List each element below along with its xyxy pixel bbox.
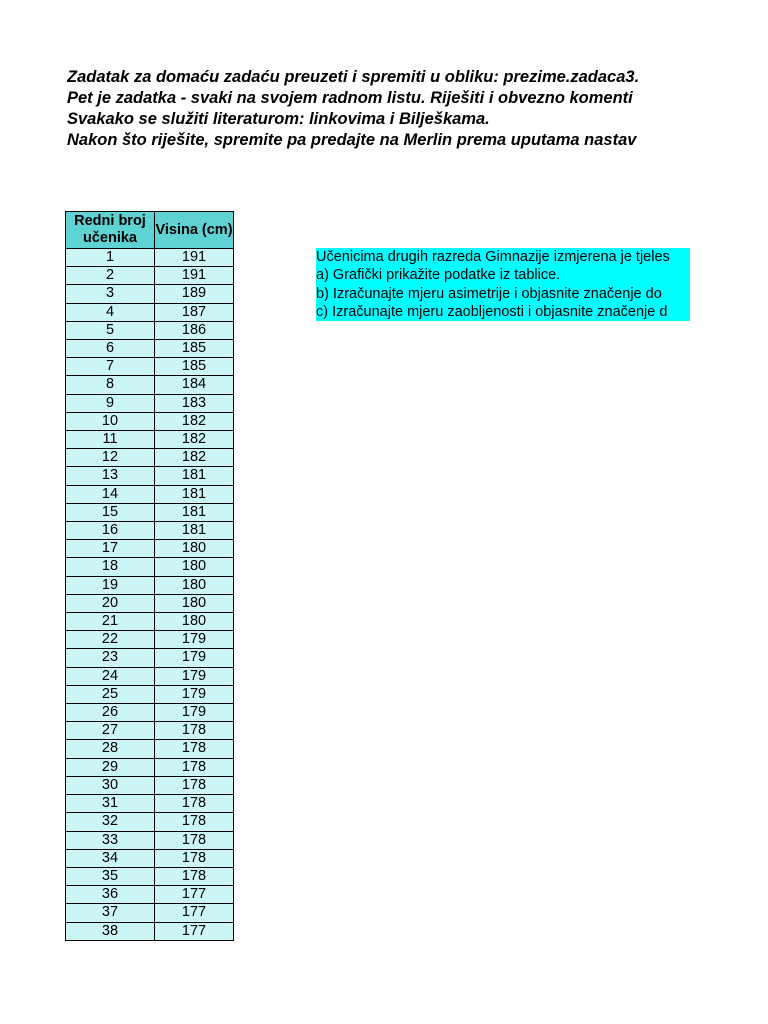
cell-height: 178 xyxy=(155,722,234,740)
cell-student-number: 31 xyxy=(66,795,155,813)
cell-height: 180 xyxy=(155,576,234,594)
cell-height: 191 xyxy=(155,249,234,267)
cell-height: 181 xyxy=(155,503,234,521)
task-line xyxy=(316,303,690,321)
cell-student-number: 29 xyxy=(66,758,155,776)
cell-student-number: 14 xyxy=(66,485,155,503)
table-row xyxy=(66,631,234,649)
cell-student-number: 10 xyxy=(66,412,155,430)
cell-height: 181 xyxy=(155,485,234,503)
table-row xyxy=(66,613,234,631)
table-row xyxy=(66,485,234,503)
table-row xyxy=(66,540,234,558)
cell-height: 191 xyxy=(155,267,234,285)
instruction-line: Zadatak za domaću zadaću preuzeti i spremiti u obliku: prezime.zadaca3. xyxy=(67,68,640,86)
cell-height: 189 xyxy=(155,285,234,303)
table-row xyxy=(66,522,234,540)
cell-student-number: 36 xyxy=(66,886,155,904)
cell-student-number: 13 xyxy=(66,467,155,485)
cell-height: 181 xyxy=(155,522,234,540)
cell-height: 178 xyxy=(155,795,234,813)
cell-student-number: 20 xyxy=(66,594,155,612)
table-row xyxy=(66,467,234,485)
cell-height: 177 xyxy=(155,922,234,940)
table-row xyxy=(66,558,234,576)
cell-height: 182 xyxy=(155,449,234,467)
cell-height: 178 xyxy=(155,813,234,831)
table-row xyxy=(66,267,234,285)
table-row xyxy=(66,321,234,339)
cell-height: 179 xyxy=(155,685,234,703)
table-row xyxy=(66,376,234,394)
instruction-line: Nakon što riješite, spremite pa predajte na Merlin prema uputama nastav xyxy=(67,131,637,149)
cell-student-number: 35 xyxy=(66,867,155,885)
cell-height: 178 xyxy=(155,758,234,776)
cell-student-number: 22 xyxy=(66,631,155,649)
cell-height: 179 xyxy=(155,667,234,685)
table-row xyxy=(66,340,234,358)
table-row xyxy=(66,886,234,904)
table-body xyxy=(66,249,234,941)
cell-student-number: 2 xyxy=(66,267,155,285)
table-row xyxy=(66,249,234,267)
cell-student-number: 32 xyxy=(66,813,155,831)
cell-height: 181 xyxy=(155,467,234,485)
cell-student-number: 34 xyxy=(66,849,155,867)
cell-height: 187 xyxy=(155,303,234,321)
table-header-row xyxy=(66,212,234,249)
task-box xyxy=(316,248,690,321)
instruction-line: Svakako se služiti literaturom: linkovima i Bilješkama. xyxy=(67,110,490,128)
task-text: a) Grafički prikažite podatke iz tablice. xyxy=(316,267,561,284)
table-row xyxy=(66,813,234,831)
cell-height: 180 xyxy=(155,540,234,558)
cell-height: 178 xyxy=(155,867,234,885)
cell-height: 178 xyxy=(155,831,234,849)
cell-student-number: 17 xyxy=(66,540,155,558)
task-line xyxy=(316,248,690,266)
cell-height: 177 xyxy=(155,886,234,904)
table-row xyxy=(66,303,234,321)
table-row xyxy=(66,431,234,449)
table-row xyxy=(66,776,234,794)
cell-height: 178 xyxy=(155,849,234,867)
task-line xyxy=(316,285,690,303)
cell-student-number: 18 xyxy=(66,558,155,576)
cell-height: 180 xyxy=(155,613,234,631)
table-row xyxy=(66,704,234,722)
table-row xyxy=(66,412,234,430)
column-header-student-number: Redni broj učenika xyxy=(66,212,155,249)
cell-student-number: 28 xyxy=(66,740,155,758)
cell-student-number: 15 xyxy=(66,503,155,521)
table-row xyxy=(66,849,234,867)
table-row xyxy=(66,740,234,758)
table-row xyxy=(66,795,234,813)
cell-height: 180 xyxy=(155,558,234,576)
cell-height: 185 xyxy=(155,358,234,376)
table-row xyxy=(66,285,234,303)
cell-height: 177 xyxy=(155,904,234,922)
cell-student-number: 4 xyxy=(66,303,155,321)
cell-student-number: 30 xyxy=(66,776,155,794)
cell-height: 184 xyxy=(155,376,234,394)
instruction-line: Pet je zadatka - svaki na svojem radnom listu. Riješiti i obvezno komenti xyxy=(67,89,633,107)
table-row xyxy=(66,722,234,740)
table-row xyxy=(66,685,234,703)
cell-height: 179 xyxy=(155,649,234,667)
cell-student-number: 3 xyxy=(66,285,155,303)
table-row xyxy=(66,576,234,594)
table-row xyxy=(66,394,234,412)
cell-student-number: 1 xyxy=(66,249,155,267)
cell-student-number: 26 xyxy=(66,704,155,722)
cell-height: 178 xyxy=(155,740,234,758)
task-text: c) Izračunajte mjeru zaobljenosti i objasnite značenje d xyxy=(316,303,668,320)
task-line xyxy=(316,266,690,284)
cell-student-number: 25 xyxy=(66,685,155,703)
cell-student-number: 5 xyxy=(66,321,155,339)
cell-student-number: 21 xyxy=(66,613,155,631)
cell-student-number: 11 xyxy=(66,431,155,449)
cell-height: 179 xyxy=(155,704,234,722)
cell-student-number: 38 xyxy=(66,922,155,940)
table-row xyxy=(66,904,234,922)
table-row xyxy=(66,831,234,849)
cell-student-number: 9 xyxy=(66,394,155,412)
task-text: b) Izračunajte mjeru asimetrije i objasnite značenje do xyxy=(316,285,662,302)
cell-student-number: 23 xyxy=(66,649,155,667)
column-header-height: Visina (cm) xyxy=(155,212,234,249)
cell-student-number: 37 xyxy=(66,904,155,922)
table-row xyxy=(66,503,234,521)
table-row xyxy=(66,758,234,776)
cell-height: 179 xyxy=(155,631,234,649)
cell-student-number: 27 xyxy=(66,722,155,740)
instructions xyxy=(67,67,690,151)
cell-student-number: 6 xyxy=(66,340,155,358)
cell-height: 186 xyxy=(155,321,234,339)
cell-student-number: 7 xyxy=(66,358,155,376)
cell-height: 182 xyxy=(155,431,234,449)
table-row xyxy=(66,922,234,940)
table-row xyxy=(66,594,234,612)
task-text: Učenicima drugih razreda Gimnazije izmjerena je tjeles xyxy=(316,249,670,265)
cell-student-number: 16 xyxy=(66,522,155,540)
cell-student-number: 24 xyxy=(66,667,155,685)
cell-student-number: 8 xyxy=(66,376,155,394)
table-row xyxy=(66,867,234,885)
table-row xyxy=(66,667,234,685)
cell-height: 178 xyxy=(155,776,234,794)
cell-height: 180 xyxy=(155,594,234,612)
table-row xyxy=(66,649,234,667)
cell-student-number: 33 xyxy=(66,831,155,849)
cell-height: 182 xyxy=(155,412,234,430)
height-table xyxy=(65,211,234,941)
table-row xyxy=(66,449,234,467)
cell-student-number: 12 xyxy=(66,449,155,467)
table-row xyxy=(66,358,234,376)
cell-height: 183 xyxy=(155,394,234,412)
cell-student-number: 19 xyxy=(66,576,155,594)
cell-height: 185 xyxy=(155,340,234,358)
